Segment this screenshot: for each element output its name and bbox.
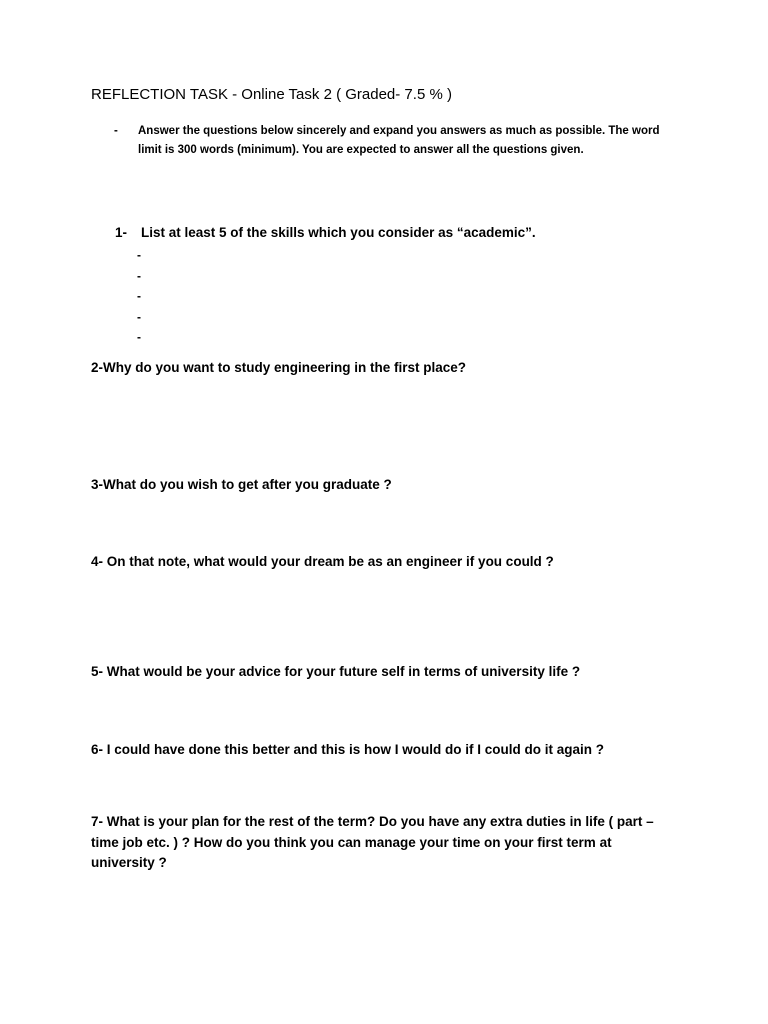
answer-bullet: - bbox=[137, 248, 141, 262]
answer-bullet: - bbox=[137, 309, 141, 324]
question-3: 3-What do you wish to get after you graduate ? bbox=[91, 477, 392, 492]
answer-bullet: - bbox=[137, 330, 141, 344]
document-title: REFLECTION TASK - Online Task 2 ( Graded- 7.5 % ) bbox=[91, 86, 452, 103]
question-6: 6- I could have done this better and this is how I would do if I could do it again ? bbox=[91, 742, 605, 757]
question-4: 4- On that note, what would your dream be as an engineer if you could ? bbox=[91, 554, 554, 569]
question-1-answer-list bbox=[137, 245, 141, 348]
answer-bullet: - bbox=[137, 268, 141, 283]
question-1-text: List at least 5 of the skills which you consider as “academic”. bbox=[141, 225, 536, 240]
instruction-block bbox=[114, 122, 674, 160]
question-1-number: 1- bbox=[115, 225, 128, 240]
question-5: 5- What would be your advice for your future self in terms of university life ? bbox=[91, 664, 581, 679]
question-2: 2-Why do you want to study engineering in the first place? bbox=[91, 360, 467, 375]
instruction-text: Answer the questions below sincerely and expand you answers as much as possible. The word limit is 300 words (minimum). You are expected to answer all the questions given. bbox=[138, 125, 660, 156]
question-1 bbox=[115, 225, 536, 240]
question-7: 7- What is your plan for the rest of the term? Do you have any extra duties in life ( part – time job etc. ) ? How do you think you can manage your time on your first term at university ? bbox=[91, 814, 654, 870]
instruction-dash: - bbox=[114, 125, 118, 137]
answer-bullet: - bbox=[137, 289, 141, 303]
